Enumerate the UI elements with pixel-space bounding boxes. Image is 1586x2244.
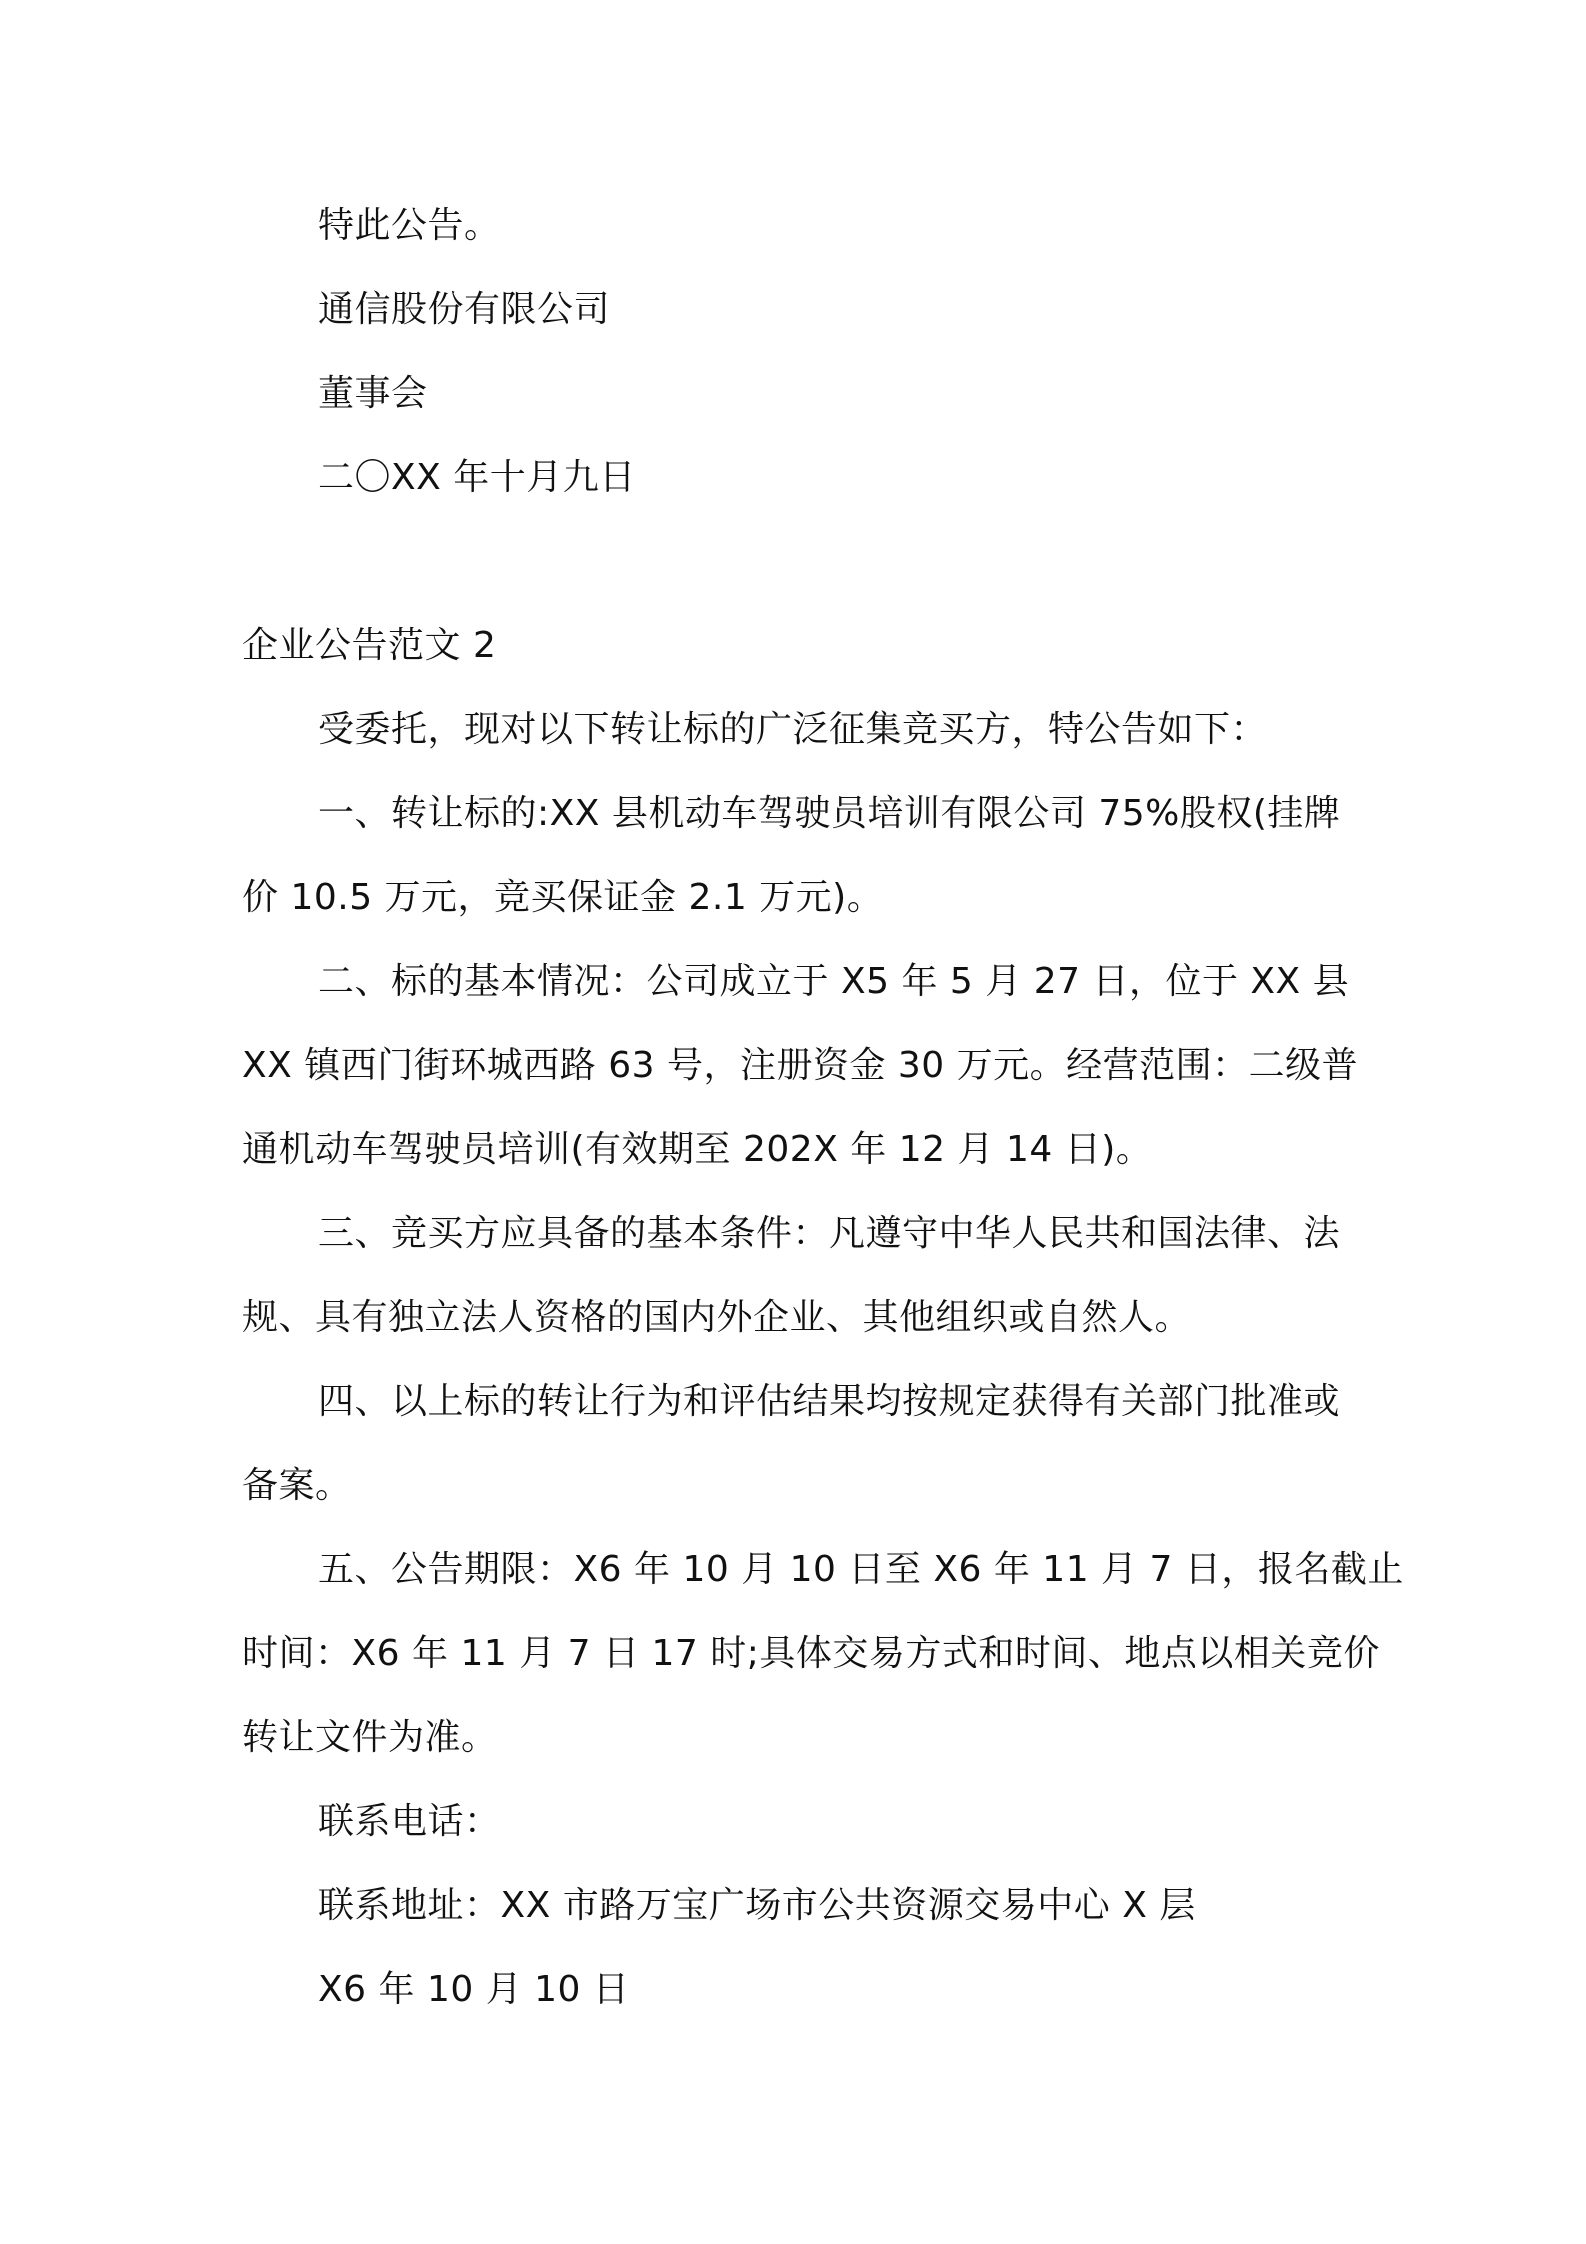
item2-line3: 通机动车驾驶员培训(有效期至 202X 年 12 月 14 日)。 [242,1129,1153,1170]
closing-date: 二〇XX 年十月九日 [318,457,636,498]
contact-phone: 联系电话： [318,1801,501,1842]
item2-line1: 二、标的基本情况：公司成立于 X5 年 5 月 27 日，位于 XX 县 [318,961,1350,1002]
item3-line1: 三、竞买方应具备的基本条件：凡遵守中华人民共和国法律、法 [318,1213,1341,1254]
item1-line1: 一、转让标的:XX 县机动车驾驶员培训有限公司 75%股权(挂牌 [318,793,1341,834]
section-date: X6 年 10 月 10 日 [318,1969,630,2010]
company-name: 通信股份有限公司 [318,289,611,330]
item3-line2: 规、具有独立法人资格的国内外企业、其他组织或自然人。 [242,1297,1192,1338]
item5-line1: 五、公告期限：X6 年 10 月 10 日至 X6 年 11 月 7 日，报名截止 [318,1549,1404,1590]
item5-line3: 转让文件为准。 [242,1717,498,1758]
item4-line1: 四、以上标的转让行为和评估结果均按规定获得有关部门批准或 [318,1381,1341,1422]
intro-paragraph: 受委托，现对以下转让标的广泛征集竞买方，特公告如下： [318,709,1268,750]
section-title: 企业公告范文 2 [242,625,497,666]
item5-line2: 时间：X6 年 11 月 7 日 17 时;具体交易方式和时间、地点以相关竞价 [242,1633,1380,1674]
item4-line2: 备案。 [242,1465,352,1506]
board-name: 董事会 [318,373,428,414]
item1-line2: 价 10.5 万元，竞买保证金 2.1 万元)。 [242,877,884,918]
item2-line2: XX 镇西门街环城西路 63 号，注册资金 30 万元。经营范围：二级普 [242,1045,1359,1086]
notice-end-text: 特此公告。 [318,205,501,246]
contact-address: 联系地址：XX 市路万宝广场市公共资源交易中心 X 层 [318,1885,1196,1926]
